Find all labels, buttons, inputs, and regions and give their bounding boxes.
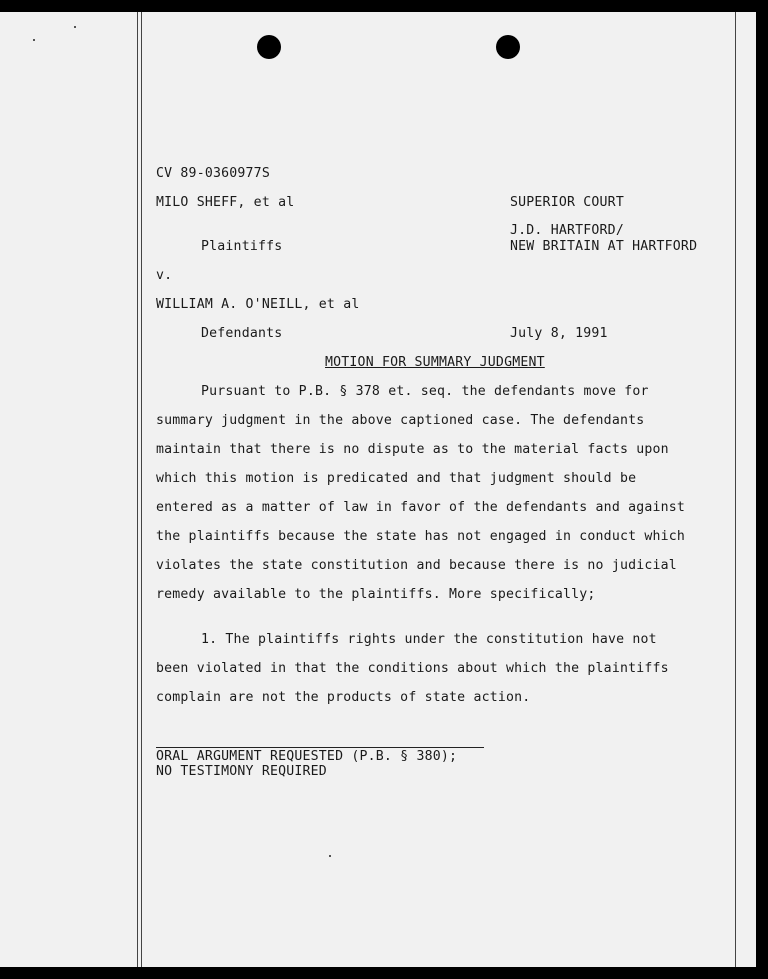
point-line: 1. The plaintiffs rights under the constitution have not [201,632,657,647]
punch-hole-left [257,35,281,59]
scan-speck [33,39,35,41]
punch-hole-right [496,35,520,59]
body-line: summary judgment in the above captioned case. The defendants [156,413,645,428]
scan-speck [74,26,76,28]
body-line: violates the state constitution and because there is no judicial [156,558,677,573]
point-line: been violated in that the conditions about which the plaintiffs [156,661,669,676]
court-name: SUPERIOR COURT [510,195,624,210]
body-line: Pursuant to P.B. § 378 et. seq. the defendants move for [201,384,649,399]
defendant-role: Defendants [201,326,283,341]
plaintiff-role: Plaintiffs [201,239,283,254]
left-margin-rule-inner [141,12,142,967]
filing-date: July 8, 1991 [510,326,608,341]
document-page [0,12,756,967]
document-title: MOTION FOR SUMMARY JUDGMENT [325,355,545,370]
court-district-line1: J.D. HARTFORD/ [510,223,624,238]
body-line: remedy available to the plaintiffs. More specifically; [156,587,596,602]
oral-argument-note: ORAL ARGUMENT REQUESTED (P.B. § 380); [156,749,458,764]
footer-rule [156,747,484,748]
right-margin-rule [735,12,736,967]
versus: v. [156,268,173,283]
body-line: maintain that there is no dispute as to the material facts upon [156,442,669,457]
body-line: which this motion is predicated and that judgment should be [156,471,637,486]
defendant-name: WILLIAM A. O'NEILL, et al [156,297,360,312]
scan-speck [329,855,331,857]
testimony-note: NO TESTIMONY REQUIRED [156,764,327,779]
body-line: entered as a matter of law in favor of the defendants and against [156,500,686,515]
case-number: CV 89-0360977S [156,166,270,181]
point-line: complain are not the products of state action. [156,690,531,705]
body-line: the plaintiffs because the state has not engaged in conduct which [156,529,686,544]
court-district-line2: NEW BRITAIN AT HARTFORD [510,239,698,254]
plaintiff-name: MILO SHEFF, et al [156,195,295,210]
left-margin-rule [137,12,138,967]
